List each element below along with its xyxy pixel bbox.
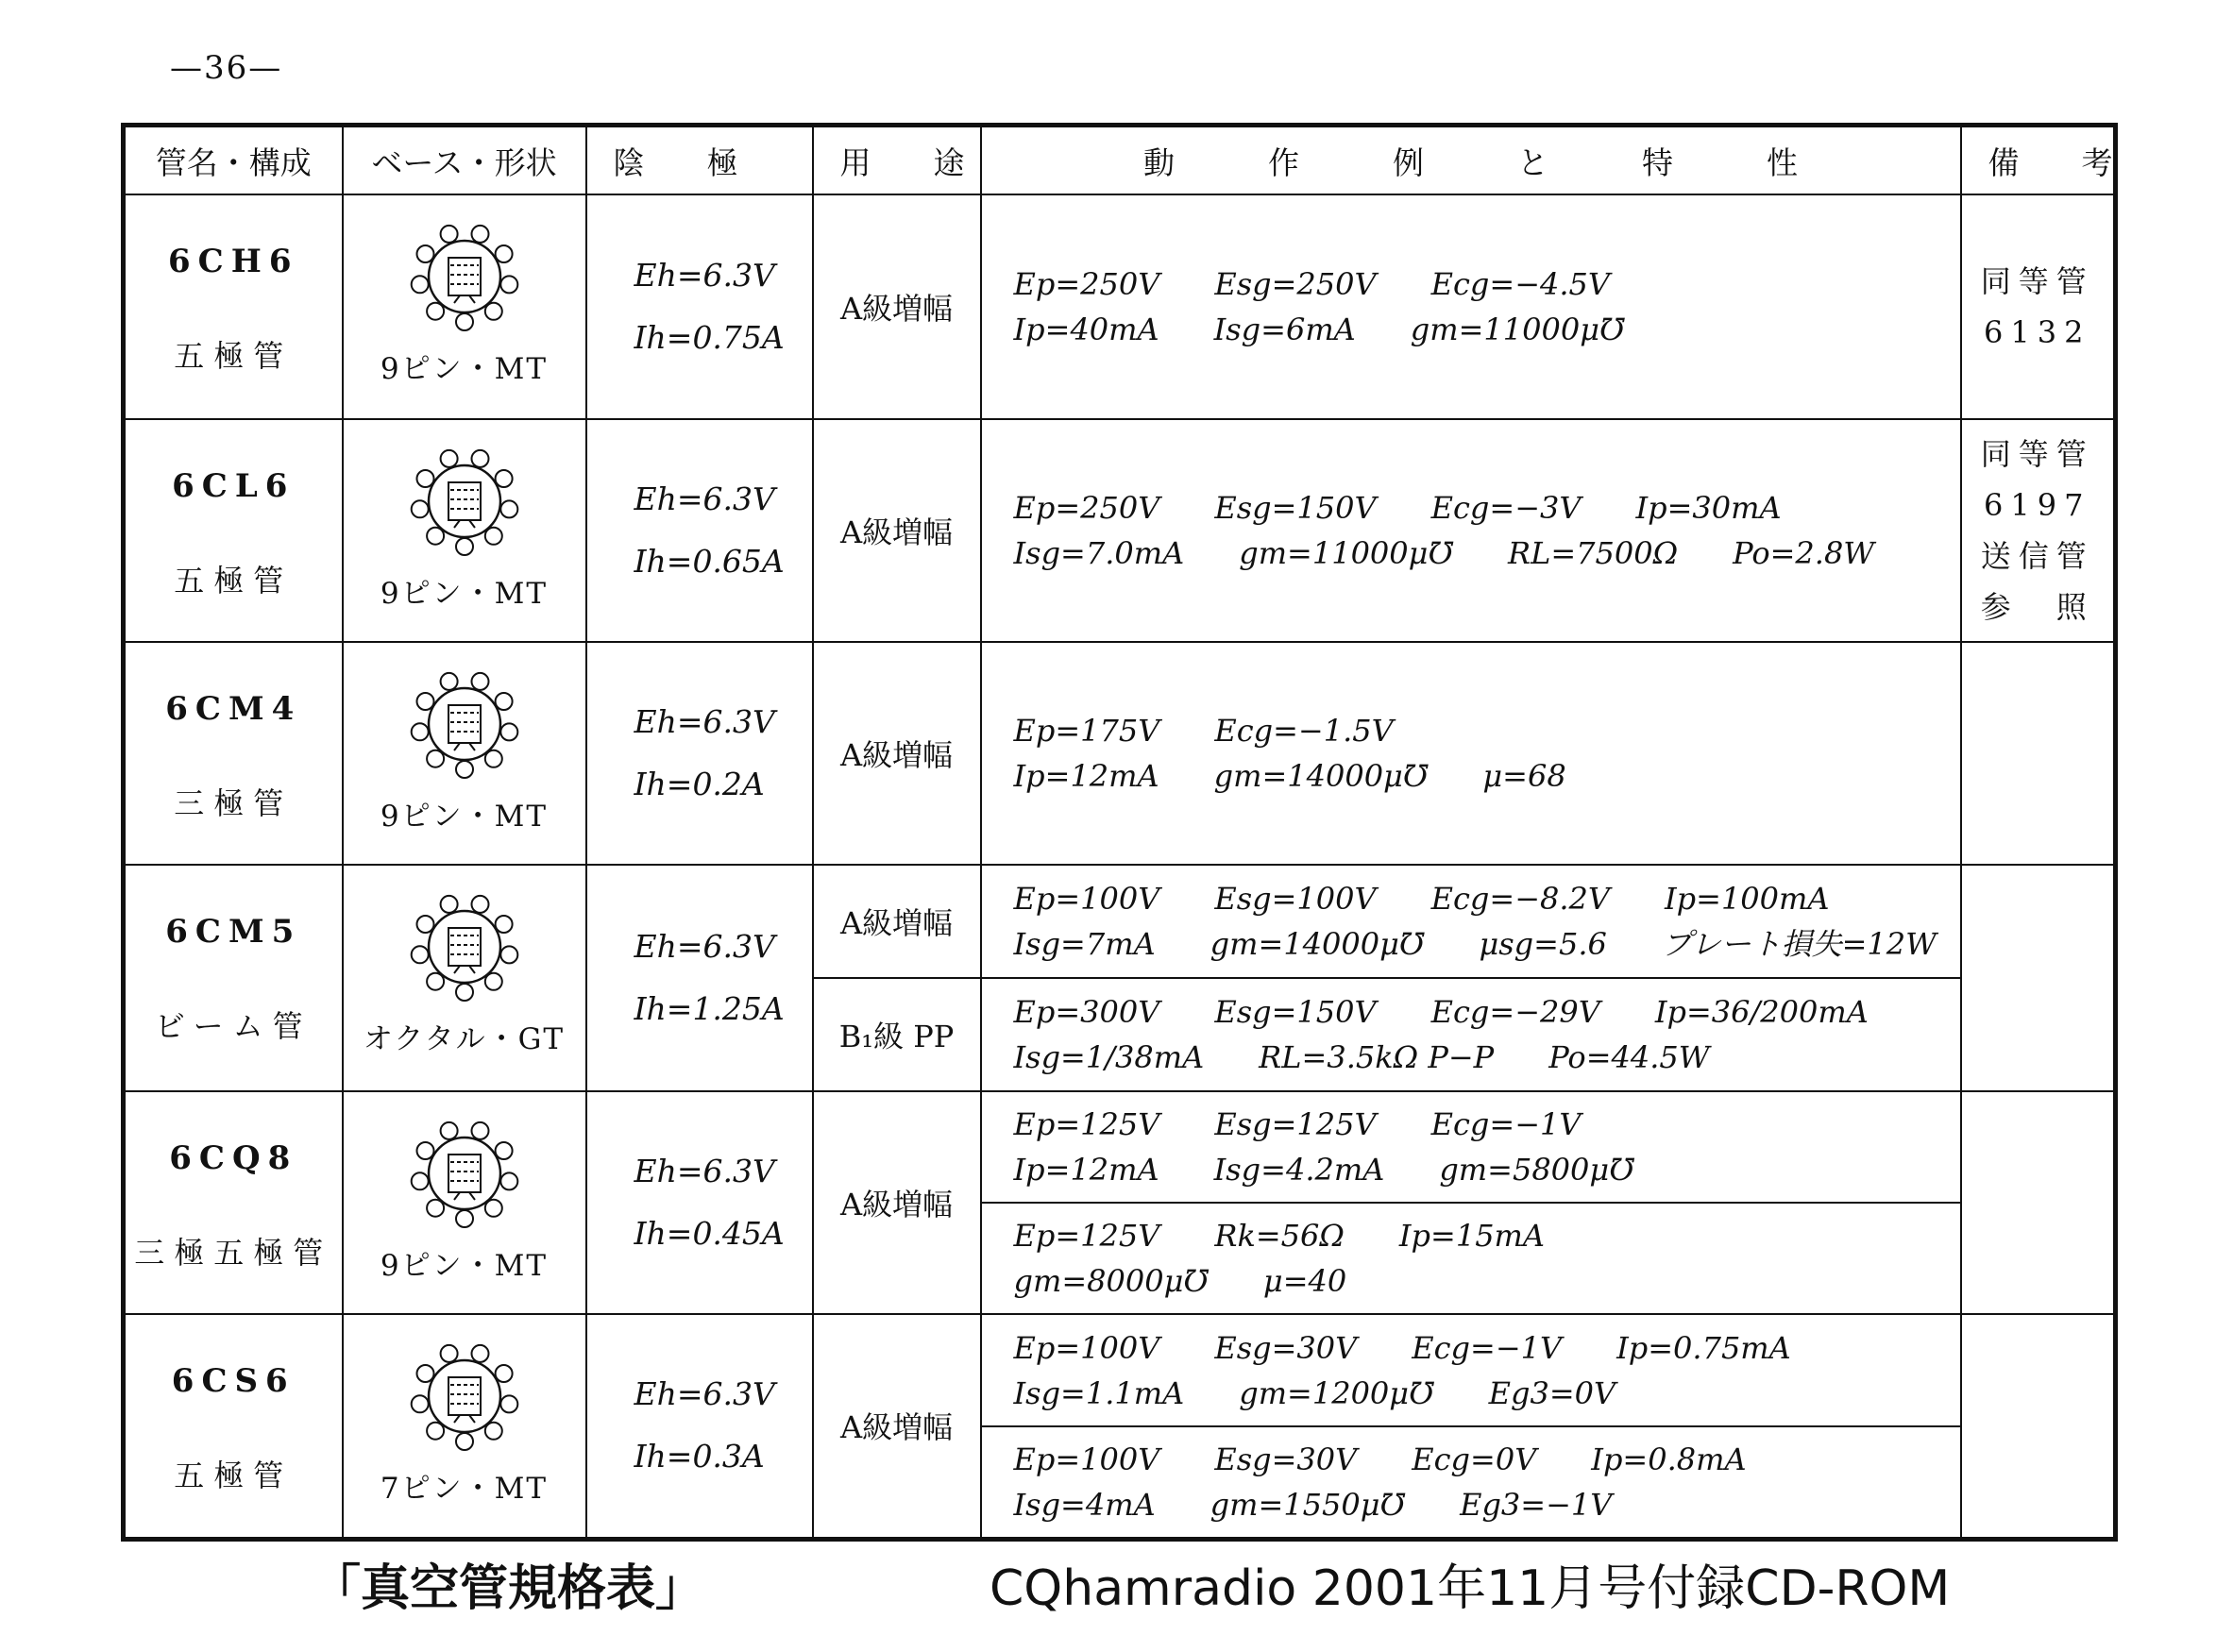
tube-name-cell <box>124 865 343 1091</box>
header-use: 用 途 <box>813 126 981 195</box>
operation-line <box>1014 307 1960 352</box>
cathode-cell <box>586 642 813 865</box>
operation-cell <box>981 642 1961 865</box>
operation-value: Isg=4mA <box>1013 1486 1156 1523</box>
page-number: —36— <box>170 49 283 87</box>
note-line: 同等管 <box>1980 263 2094 299</box>
operation-line <box>1014 708 1960 753</box>
tube-name-cell <box>124 1091 343 1314</box>
operation-value: Ecg=−1V <box>1412 1329 1563 1366</box>
operation-value: μsg=5.6 <box>1479 926 1607 962</box>
operation-value: gm=11000μ℧ <box>1239 535 1453 571</box>
tube-name: 6CS6 <box>171 1362 296 1400</box>
cathode-cell <box>586 1091 813 1314</box>
cathode-cell <box>586 419 813 642</box>
tube-name: 6CM5 <box>165 913 302 951</box>
operation-value: Esg=125V <box>1214 1106 1377 1142</box>
operation-value: Po=2.8W <box>1733 535 1875 571</box>
table-row <box>124 1314 2116 1426</box>
note-line: 参 照 <box>1980 589 2094 625</box>
use-cell: A級増幅 <box>813 1091 981 1314</box>
operation-value: Ep=300V <box>1013 994 1160 1030</box>
operation-line <box>1014 1035 1960 1080</box>
operation-value: Ip=40mA <box>1013 312 1159 347</box>
tube-type: 三極五極管 <box>134 1235 333 1271</box>
tube-base-cell <box>343 865 586 1091</box>
base-pinout-icon <box>403 656 526 788</box>
operation-cell <box>981 194 1961 419</box>
notes-cell <box>1961 194 2116 419</box>
operation-value: Ip=0.75mA <box>1616 1329 1791 1366</box>
operation-value: Ecg=0V <box>1412 1441 1537 1477</box>
operation-value: Ecg=−3V <box>1430 490 1582 526</box>
base-pinout-icon <box>403 209 526 341</box>
operation-value: Rk=56Ω <box>1214 1218 1345 1254</box>
header-notes: 備 考 <box>1961 126 2116 195</box>
tube-type: ビーム管 <box>154 1008 313 1044</box>
operation-line <box>1014 921 1960 967</box>
notes-cell <box>1961 1314 2116 1539</box>
operation-value: Ep=125V <box>1013 1106 1160 1142</box>
heater-current: Ih=0.65A <box>634 543 785 580</box>
operation-cell <box>981 865 1961 978</box>
operation-value: Ip=12mA <box>1013 758 1159 794</box>
tube-base-cell <box>343 642 586 865</box>
heater-voltage: Eh=6.3V <box>634 480 775 517</box>
heater-voltage: Eh=6.3V <box>634 257 775 294</box>
operation-line <box>1014 1213 1960 1258</box>
operation-line <box>1014 1147 1960 1192</box>
operation-value: Ip=0.8mA <box>1591 1441 1747 1477</box>
operation-value: Isg=6mA <box>1213 312 1356 347</box>
operation-value: Esg=150V <box>1214 994 1377 1030</box>
operation-value: μ=40 <box>1262 1263 1347 1299</box>
footer-title: 「真空管規格表」 <box>312 1560 705 1617</box>
note-line: 同等管 <box>1980 436 2094 472</box>
base-label: 9ピン・MT <box>380 800 549 834</box>
tube-type: 五極管 <box>174 338 294 374</box>
tube-base-cell <box>343 1314 586 1539</box>
heater-current: Ih=0.45A <box>634 1215 785 1252</box>
notes-cell <box>1961 865 2116 1091</box>
operation-value: Esg=30V <box>1214 1441 1358 1477</box>
heater-current: Ih=0.75A <box>634 319 785 356</box>
operation-value: Ip=12mA <box>1013 1152 1159 1188</box>
tube-name: 6CH6 <box>168 243 299 280</box>
note-line: 6197 <box>1984 487 2091 523</box>
operation-value: gm=1200μ℧ <box>1239 1374 1434 1411</box>
operation-value: Eg3=0V <box>1488 1374 1616 1411</box>
tube-name: 6CQ8 <box>169 1139 298 1177</box>
operation-value: Ep=175V <box>1013 713 1160 749</box>
note-line: 送信管 <box>1980 538 2094 574</box>
operation-value: Eg3=−1V <box>1460 1486 1613 1523</box>
cathode-cell <box>586 194 813 419</box>
operation-cell <box>981 1091 1961 1203</box>
operation-value: gm=11000μ℧ <box>1410 312 1625 347</box>
tube-name-cell <box>124 194 343 419</box>
heater-voltage: Eh=6.3V <box>634 1375 775 1413</box>
operation-value: Isg=7mA <box>1013 926 1156 962</box>
operation-value: Isg=1.1mA <box>1013 1374 1185 1411</box>
operation-line <box>1014 989 1960 1035</box>
use-cell: A級増幅 <box>813 1314 981 1539</box>
table-row <box>124 1091 2116 1203</box>
note-line: 6132 <box>1984 314 2091 350</box>
use-cell: A級増幅 <box>813 419 981 642</box>
operation-value: Ecg=−8.2V <box>1430 881 1610 917</box>
heater-voltage: Eh=6.3V <box>634 928 775 965</box>
table-row <box>124 642 2116 865</box>
operation-value: Ep=250V <box>1013 490 1160 526</box>
operation-value: Isg=1/38mA <box>1013 1039 1205 1075</box>
operation-line <box>1014 1325 1960 1371</box>
operation-value: Ip=100mA <box>1665 881 1830 917</box>
operation-value: Ecg=−1.5V <box>1214 713 1394 749</box>
operation-line <box>1014 1258 1960 1304</box>
tube-spec-table <box>121 123 2118 1542</box>
tube-base-cell <box>343 194 586 419</box>
tube-name-cell <box>124 419 343 642</box>
operation-cell <box>981 1426 1961 1539</box>
use-cell: A級増幅 <box>813 642 981 865</box>
operation-value: Esg=100V <box>1214 881 1377 917</box>
base-label: 9ピン・MT <box>380 352 549 386</box>
heater-voltage: Eh=6.3V <box>634 703 775 740</box>
operation-cell <box>981 1314 1961 1426</box>
heater-current: Ih=1.25A <box>634 990 785 1027</box>
operation-value: Ep=125V <box>1013 1218 1160 1254</box>
table-body <box>124 194 2116 1539</box>
table-row <box>124 419 2116 642</box>
operation-value: Esg=150V <box>1214 490 1377 526</box>
operation-line <box>1014 261 1960 307</box>
operation-value: Po=44.5W <box>1548 1039 1710 1075</box>
operation-line <box>1014 876 1960 921</box>
operation-line <box>1014 1437 1960 1482</box>
operation-value: gm=14000μ℧ <box>1213 758 1429 794</box>
base-label: 9ピン・MT <box>380 1249 549 1283</box>
operation-value: RL=7500Ω <box>1507 535 1679 571</box>
tube-type: 五極管 <box>174 1458 294 1493</box>
footer-source: CQhamradio 2001年11月号付録CD-ROM <box>990 1560 1951 1617</box>
header-name: 管名・構成 <box>124 126 343 195</box>
operation-value: Isg=7.0mA <box>1013 535 1185 571</box>
table-row <box>124 194 2116 419</box>
operation-line <box>1014 485 1960 531</box>
tube-name: 6CL6 <box>172 467 296 505</box>
header-row <box>124 126 2116 195</box>
header-operation: 動 作 例 と 特 性 <box>981 126 1961 195</box>
tube-type: 三極管 <box>174 785 294 821</box>
cathode-cell <box>586 1314 813 1539</box>
operation-line <box>1014 1102 1960 1147</box>
tube-base-cell <box>343 1091 586 1314</box>
base-pinout-icon <box>403 879 526 1011</box>
operation-cell <box>981 419 1961 642</box>
base-label: 7ピン・MT <box>380 1472 549 1506</box>
base-label: 9ピン・MT <box>380 577 549 611</box>
tube-name: 6CM4 <box>165 690 302 728</box>
heater-voltage: Eh=6.3V <box>634 1153 775 1189</box>
heater-current: Ih=0.2A <box>634 766 765 802</box>
operation-value: gm=1550μ℧ <box>1210 1486 1406 1523</box>
operation-value: Ep=100V <box>1013 881 1160 917</box>
notes-cell <box>1961 419 2116 642</box>
tube-base-cell <box>343 419 586 642</box>
header-cathode: 陰 極 <box>586 126 813 195</box>
notes-cell <box>1961 1091 2116 1314</box>
operation-cell <box>981 978 1961 1091</box>
operation-value: Ip=36/200mA <box>1654 994 1869 1030</box>
heater-current: Ih=0.3A <box>634 1438 765 1475</box>
tube-name-cell <box>124 642 343 865</box>
operation-value: Ep=250V <box>1013 266 1160 302</box>
operation-value: Ecg=−29V <box>1430 994 1600 1030</box>
operation-value: μ=68 <box>1482 758 1566 794</box>
operation-line <box>1014 753 1960 799</box>
operation-line <box>1014 1371 1960 1416</box>
base-pinout-icon <box>403 1328 526 1460</box>
use-cell: A級増幅 <box>813 865 981 978</box>
operation-value: Esg=250V <box>1214 266 1377 302</box>
table-row <box>124 865 2116 978</box>
operation-value: gm=5800μ℧ <box>1439 1152 1634 1188</box>
cathode-cell <box>586 865 813 1091</box>
operation-value: gm=14000μ℧ <box>1210 926 1425 962</box>
operation-value: Ecg=−4.5V <box>1430 266 1610 302</box>
tube-type: 五極管 <box>174 563 294 598</box>
operation-line <box>1014 1482 1960 1527</box>
use-cell: A級増幅 <box>813 194 981 419</box>
notes-cell <box>1961 642 2116 865</box>
operation-value: Ep=100V <box>1013 1441 1160 1477</box>
operation-value: Ip=30mA <box>1635 490 1782 526</box>
operation-value: RL=3.5kΩ P−P <box>1259 1039 1495 1075</box>
base-label: オクタル・GT <box>363 1022 566 1056</box>
base-pinout-icon <box>403 1105 526 1238</box>
header-base: ベース・形状 <box>343 126 586 195</box>
operation-value: プレート損失=12W <box>1661 926 1937 962</box>
operation-line <box>1014 531 1960 576</box>
operation-value: Esg=30V <box>1214 1329 1358 1366</box>
operation-value: gm=8000μ℧ <box>1013 1263 1209 1299</box>
operation-value: Ecg=−1V <box>1430 1106 1582 1142</box>
tube-name-cell <box>124 1314 343 1539</box>
operation-value: Ep=100V <box>1013 1329 1160 1366</box>
operation-value: Isg=4.2mA <box>1213 1152 1385 1188</box>
use-cell: B₁級 PP <box>813 978 981 1091</box>
base-pinout-icon <box>403 433 526 565</box>
operation-cell <box>981 1203 1961 1314</box>
operation-value: Ip=15mA <box>1398 1218 1545 1254</box>
